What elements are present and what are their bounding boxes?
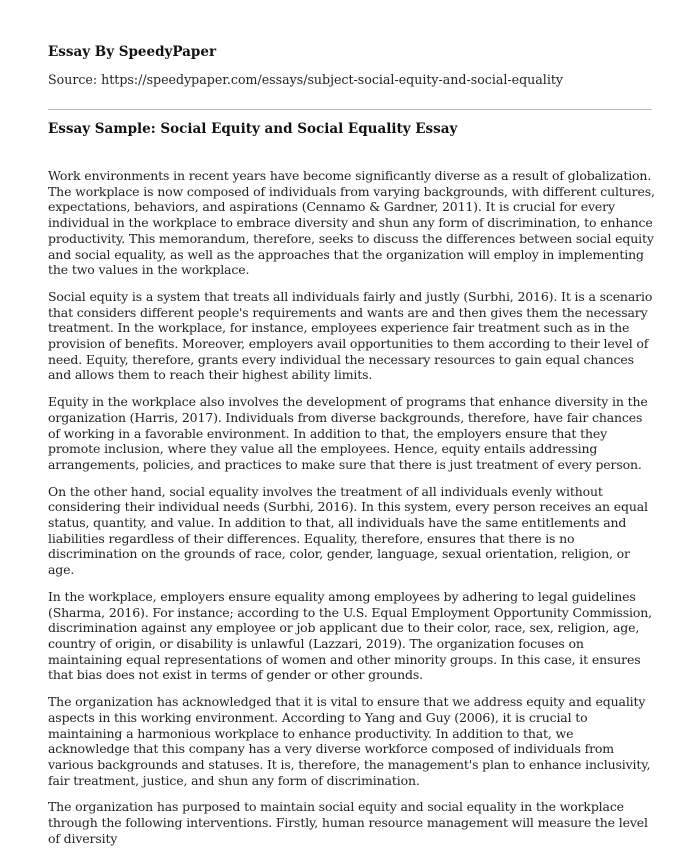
paragraph: On the other hand, social equality involves the treatment of all individuals evenly without considering their individual needs (Surbhi, 2016). In this system, every person receives an equal status, quantity, and value. In addition to that, all individuals have the same entitlements and liabilities regardless of their differences. Equality, therefore, ensures that there is no discrimination on the grounds of race, color, gender, language, sexual orientation, religion, or age. [48, 483, 648, 578]
essay-title: Essay Sample: Social Equity and Social Equality Essay [48, 121, 458, 137]
paragraph: In the workplace, employers ensure equality among employees by adhering to legal guidelines (Sharma, 2016). For instance; according to the U.S. Equal Employment Opportunity Commission, discrimination against any employee or job applicant due to their color, race, sex, religion, age, country of origin, or disability is unlawful (Lazzari, 2019). The organization focuses on maintaining equal representations of women and other minority groups. In this case, it ensures that bias does not exist in terms of gender or other grounds. [48, 588, 652, 683]
essay-body [48, 168, 656, 857]
paragraph: The organization has acknowledged that it is vital to ensure that we address equity and equality aspects in this working environment. According to Yang and Guy (2006), it is crucial to maintaining a harmonious workplace to enhance productivity. In addition to that, we acknowledge that this company has a very diverse workforce composed of individuals from various backgrounds and statuses. It is, therefore, the management's plan to enhance inclusivity, fair treatment, justice, and shun any form of discrimination. [48, 694, 651, 788]
paragraph: Social equity is a system that treats all individuals fairly and justly (Surbhi, 2016). It is a scenario that considers different people's requirements and wants are and then gives them the necessary treatment. In the workplace, for instance, employees experience fair treatment such as in the provision of benefits. Moreover, employers avail opportunities to them according to their level of need. Equity, therefore, grants every individual the necessary resources to gain equal chances and allows them to reach their highest ability limits. [48, 288, 653, 383]
source-line: Source: https://speedypaper.com/essays/subject-social-equity-and-social-equality [48, 72, 564, 87]
paragraph: The organization has purposed to maintain social equity and social equality in the workplace through the following interventions. Firstly, human resource management will measure the level of diversity [48, 799, 648, 846]
header-divider [48, 109, 652, 110]
paragraph: Equity in the workplace also involves the development of programs that enhance diversity in the organization (Harris, 2017). Individuals from diverse backgrounds, therefore, have fair chances of working in a favorable environment. In addition to that, the employers ensure that they promote inclusion, where they value all the employees. Hence, equity entails addressing arrangements, policies, and practices to make sure that there is just treatment of every person. [48, 394, 648, 472]
paragraph: Work environments in recent years have become significantly diverse as a result of globalization. The workplace is now composed of individuals from varying backgrounds, with different cultures, expectations, behaviors, and aspirations (Cennamo & Gardner, 2011). It is crucial for every individual in the workplace to embrace diversity and shun any form of discrimination, to enhance productivity. This memorandum, therefore, seeks to discuss the differences between social equity and social equality, as well as the approaches that the organization will employ in implementing the two values in the workplace. [48, 168, 655, 278]
brand-heading: Essay By SpeedyPaper [48, 44, 217, 60]
